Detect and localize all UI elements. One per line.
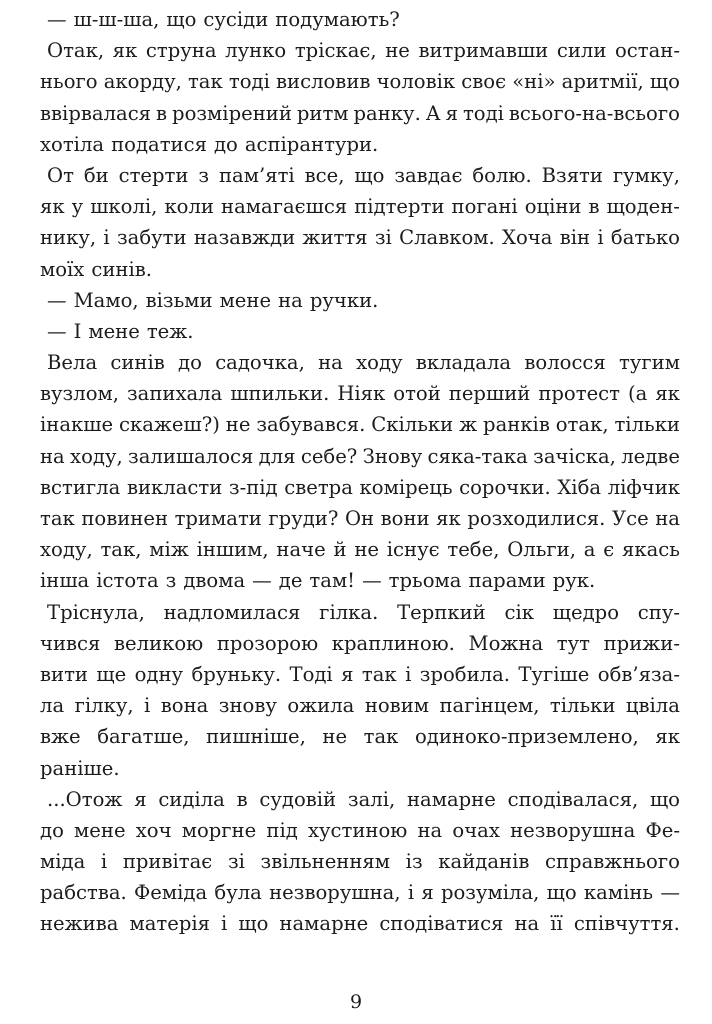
- text-line: Вела синів до садочка, на ходу вкладала волосся тугим: [47, 351, 680, 375]
- text-line: інша істота з двома — де там! — трьома парами рук.: [40, 569, 596, 593]
- text-line: міда і привітає зі звільненням із кайданів справжнього: [40, 850, 680, 874]
- page-text: [40, 4, 680, 940]
- text-line: до мене хоч моргне під хустиною на очах незворушна Фе-: [40, 818, 680, 842]
- text-line: так повинен тримати груди? Он вони як розходилися. Усе на: [40, 507, 680, 530]
- text-line: раніше.: [40, 756, 120, 780]
- text-line: чився великою прозорою краплиною. Можна тут прижи-: [40, 631, 680, 655]
- text-line: вже багатше, пишніше, не так одиноко-приземлено, як: [40, 725, 680, 749]
- text-line: нього акорду, так тоді висловив чоловік своє «ні» аритмії, що: [40, 70, 680, 94]
- text-line: рабства. Феміда була незворушна, і я розуміла, що камінь —: [40, 881, 680, 905]
- text-line: — Мамо, візьми мене на ручки.: [47, 288, 379, 312]
- text-line: вити ще одну бруньку. Тоді я так і зробила. Тугіше обв’яза-: [40, 662, 680, 686]
- text-line: ла гілку, і вона знову ожила новим пагінцем, тільки цвіла: [40, 694, 680, 718]
- text-line: ...Отож я сиділа в судовій залі, намарне сподівалася, що: [47, 787, 680, 811]
- text-line: хотіла податися до аспірантури.: [40, 132, 379, 156]
- text-line: встигла викласти з-під светра комірець сорочки. Хіба ліфчик: [40, 475, 680, 499]
- text-line: нежива матерія і що намарне сподіватися на її співчуття.: [40, 912, 680, 936]
- page-number: 9: [349, 991, 363, 1013]
- text-line: Тріснула, надломилася гілка. Терпкий сік щедро спу-: [47, 600, 680, 624]
- text-line: вузлом, запихала шпильки. Ніяк отой перший протест (а як: [40, 382, 680, 406]
- text-line: — І мене теж.: [47, 319, 194, 343]
- text-line: ввірвалася в розмірений ритм ранку. А я тоді всього-на-всього: [40, 101, 680, 125]
- text-line: як у школі, коли намагаєшся підтерти погані оціни в щоден-: [40, 195, 680, 219]
- text-line: на ходу, залишалося для себе? Знову сяка-така зачіска, ледве: [40, 444, 680, 468]
- text-line: От би стерти з пам’яті все, що завдає болю. Взяти гумку,: [47, 163, 680, 187]
- text-line: нику, і забути назавжди життя зі Славком. Хоча він і батько: [40, 226, 680, 250]
- text-line: — ш-ш-ша, що сусіди подумають?: [47, 8, 400, 31]
- text-line: інакше скажеш?) не забувався. Скільки ж ранків отак, тільки: [40, 413, 680, 437]
- text-line: ходу, так, між іншим, наче й не існує тебе, Ольги, а є якась: [40, 538, 680, 562]
- text-line: Отак, як струна лунко тріскає, не витримавши сили остан-: [47, 39, 680, 63]
- text-line: моїх синів.: [40, 257, 152, 281]
